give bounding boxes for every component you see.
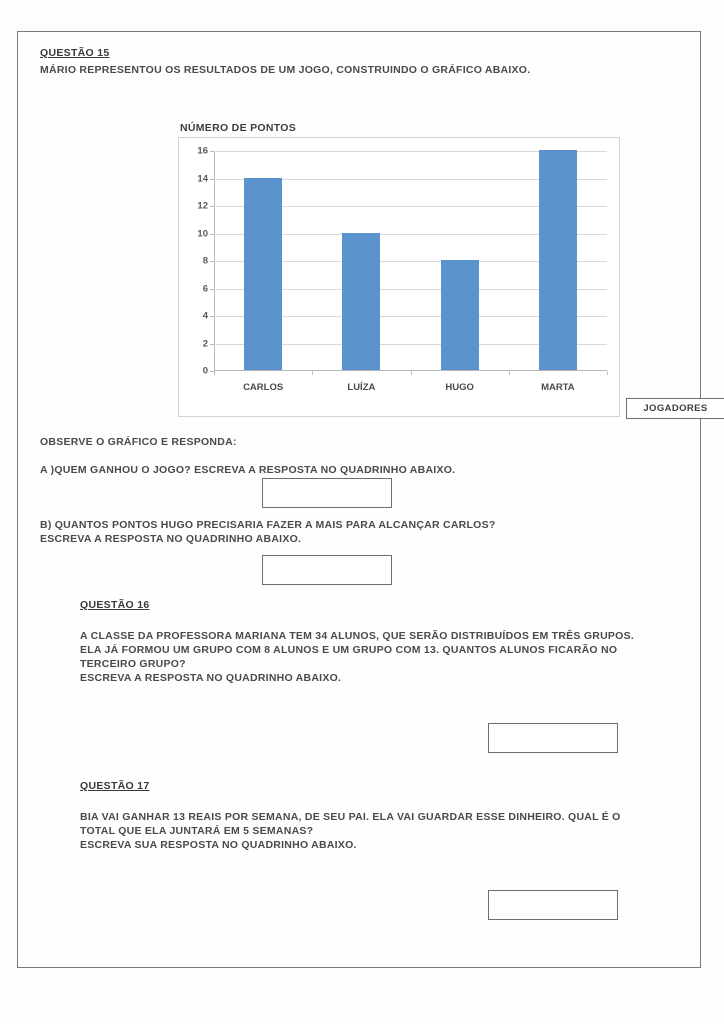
question-17-line-3: ESCREVA SUA RESPOSTA NO QUADRINHO ABAIXO. bbox=[80, 839, 357, 851]
question-17-block bbox=[80, 780, 724, 852]
chart-x-tick-mark bbox=[509, 371, 510, 375]
chart-y-tick-mark bbox=[210, 289, 214, 290]
chart-y-tick-label: 12 bbox=[197, 200, 208, 212]
chart-bar bbox=[441, 260, 479, 370]
chart-plot-area bbox=[197, 145, 607, 393]
question-15-prompt: MÁRIO REPRESENTOU OS RESULTADOS DE UM JOGO, CONSTRUINDO O GRÁFICO ABAIXO. bbox=[40, 64, 531, 76]
question-15-part-a-text: A )QUEM GANHOU O JOGO? ESCREVA A RESPOSTA NO QUADRINHO ABAIXO. bbox=[40, 464, 456, 476]
question-17-text bbox=[80, 810, 724, 852]
chart-x-axis-legend-label: JOGADORES bbox=[643, 403, 708, 414]
question-17-line-1: BIA VAI GANHAR 13 REAIS POR SEMANA, DE SEU PAI. ELA VAI GUARDAR ESSE DINHEIRO. QUAL É O bbox=[80, 811, 621, 823]
question-16-block bbox=[80, 599, 724, 685]
chart-x-category-label: LUÍZA bbox=[347, 382, 376, 393]
chart-y-tick-label: 14 bbox=[197, 173, 208, 184]
chart-y-tick-mark bbox=[210, 234, 214, 235]
chart-y-tick-mark bbox=[210, 344, 214, 345]
question-17-heading: QUESTÃO 17 bbox=[80, 780, 150, 792]
chart-x-category-label: MARTA bbox=[541, 382, 575, 393]
question-16-line-4: ESCREVA A RESPOSTA NO QUADRINHO ABAIXO. bbox=[80, 672, 342, 684]
question-16-line-2: ELA JÁ FORMOU UM GRUPO COM 8 ALUNOS E UM GRUPO COM 13. QUANTOS ALUNOS FICARÃO NO bbox=[80, 644, 618, 656]
question-16-answer-box[interactable] bbox=[488, 723, 618, 753]
chart-y-tick-label: 0 bbox=[202, 365, 208, 377]
chart-title: NÚMERO DE PONTOS bbox=[180, 122, 297, 134]
question-15-part-b-line-2: ESCREVA A RESPOSTA NO QUADRINHO ABAIXO. bbox=[40, 533, 302, 545]
worksheet-content bbox=[40, 47, 708, 851]
chart-y-tick-label: 2 bbox=[202, 338, 208, 349]
question-16-heading: QUESTÃO 16 bbox=[80, 599, 150, 611]
chart-y-tick-label: 10 bbox=[197, 228, 208, 239]
chart-y-tick-mark bbox=[210, 206, 214, 207]
chart-x-category-label: HUGO bbox=[445, 382, 474, 393]
chart-y-tick-label: 6 bbox=[202, 283, 208, 294]
question-15-part-b-answer-box[interactable] bbox=[262, 555, 392, 585]
question-17-answer-box[interactable] bbox=[488, 890, 618, 920]
points-bar-chart bbox=[178, 122, 620, 417]
chart-x-axis-legend-box bbox=[626, 398, 724, 419]
chart-y-tick-label: 8 bbox=[202, 255, 208, 267]
question-15-part-b-text bbox=[40, 518, 495, 546]
chart-y-tick-mark bbox=[210, 316, 214, 317]
question-16-line-3: TERCEIRO GRUPO? bbox=[80, 658, 186, 670]
question-16-text bbox=[80, 629, 724, 685]
chart-y-tick-label: 4 bbox=[202, 310, 208, 322]
chart-x-tick-mark bbox=[214, 371, 215, 375]
chart-x-tick-mark bbox=[607, 371, 608, 375]
question-15-heading: QUESTÃO 15 bbox=[40, 47, 110, 59]
chart-x-tick-mark bbox=[411, 371, 412, 375]
chart-y-tick-mark bbox=[210, 151, 214, 152]
chart-x-category-label: CARLOS bbox=[243, 382, 284, 393]
question-15-part-a-answer-box[interactable] bbox=[262, 478, 392, 508]
chart-plot-frame bbox=[178, 137, 620, 417]
question-15-instruction: OBSERVE O GRÁFICO E RESPONDA: bbox=[40, 436, 237, 448]
chart-y-tick-label: 16 bbox=[197, 145, 208, 157]
chart-y-tick-mark bbox=[210, 261, 214, 262]
chart-bar bbox=[342, 233, 380, 371]
chart-bar bbox=[244, 178, 282, 371]
chart-bar bbox=[539, 150, 577, 370]
question-16-line-1: A CLASSE DA PROFESSORA MARIANA TEM 34 ALUNOS, QUE SERÃO DISTRIBUÍDOS EM TRÊS GRUPOS. bbox=[80, 630, 635, 642]
chart-x-tick-mark bbox=[312, 371, 313, 375]
question-15-part-b-line-1: B) QUANTOS PONTOS HUGO PRECISARIA FAZER A MAIS PARA ALCANÇAR CARLOS? bbox=[40, 519, 496, 531]
chart-y-tick-mark bbox=[210, 179, 214, 180]
question-17-line-2: TOTAL QUE ELA JUNTARÁ EM 5 SEMANAS? bbox=[80, 825, 314, 837]
question-15-block bbox=[40, 47, 708, 545]
